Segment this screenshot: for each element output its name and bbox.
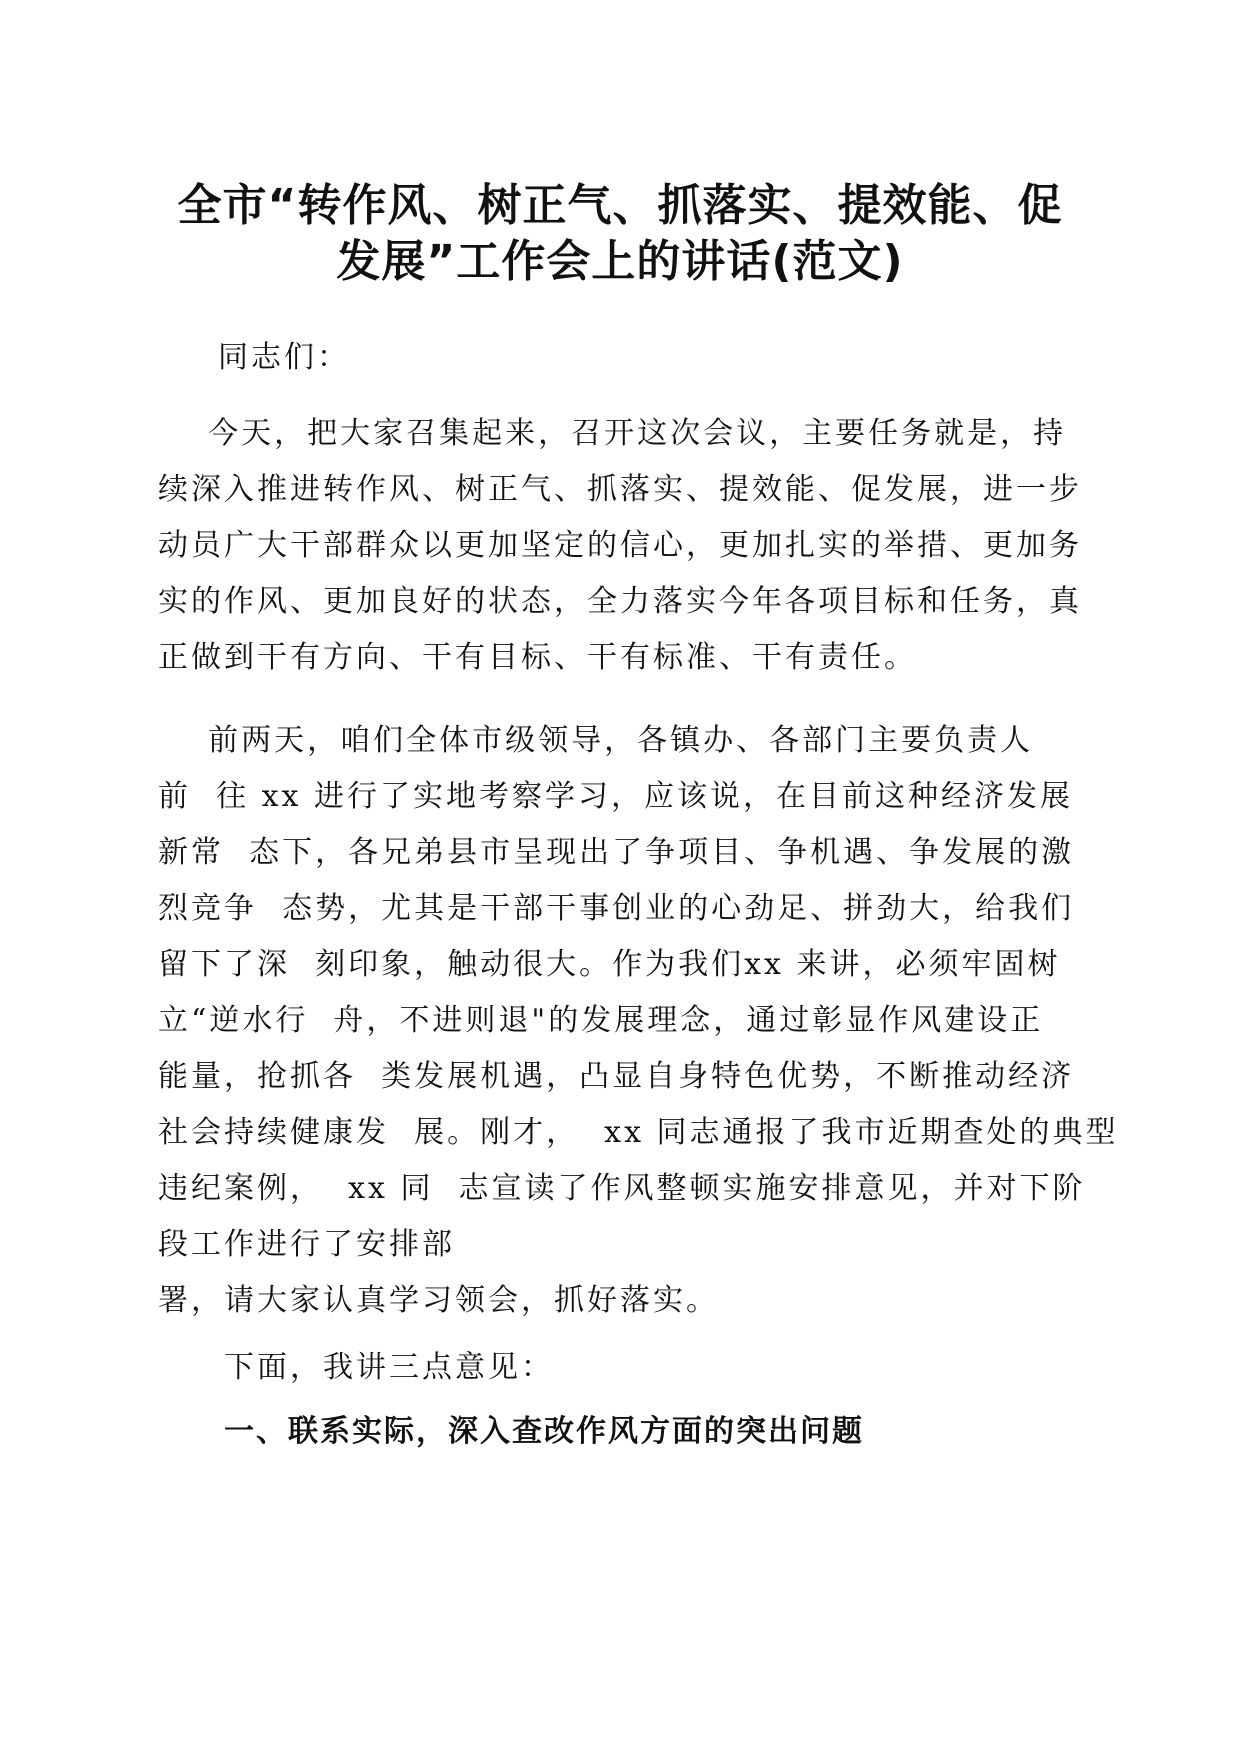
paragraph-line: 新常 态下，各兄弟县市呈现出了争项目、争机遇、争发展的激	[158, 835, 1075, 870]
salutation-text: 同志们：	[218, 340, 350, 375]
title-line-1: 全市“转作风、树正气、抓落实、提效能、促	[177, 180, 1063, 231]
section-heading: 一、联系实际，深入查改作风方面的突出问题	[224, 1414, 864, 1449]
document-title	[140, 178, 1100, 290]
paragraph-line: 署，请大家认真学习领会，抓好落实。	[158, 1283, 719, 1318]
paragraph-line: 段工作进行了安排部	[158, 1227, 455, 1262]
paragraph-line: 今天，把大家召集起来，召开这次会议，主要任务就是，持	[158, 416, 1067, 451]
paragraph-line: 实的作风、更加良好的状态，全力落实今年各项目标和任务，真	[158, 584, 1082, 619]
salutation	[158, 330, 1083, 386]
paragraph-line: 违纪案例， xx 同 志宣读了作风整顿实施安排意见，并对下阶	[158, 1171, 1086, 1206]
paragraph-line: 社会持续健康发 展。刚才， xx 同志通报了我市近期查处的典型	[158, 1115, 1119, 1150]
points-intro	[158, 1340, 1083, 1396]
paragraph-line: 正做到干有方向、干有目标、干有标准、干有责任。	[158, 640, 917, 675]
paragraph-opening	[158, 406, 1083, 686]
paragraph-line: 能量，抢抓各 类发展机遇，凸显自身特色优势，不断推动经济	[158, 1059, 1075, 1094]
paragraph-visit	[158, 713, 1119, 1329]
paragraph-line: 烈竞争 态势，尤其是干部干事创业的心劲足、拼劲大，给我们	[158, 891, 1075, 926]
paragraph-line: 前两天，咱们全体市级领导，各镇办、各部门主要负责人	[158, 723, 1034, 758]
title-line-2: 发展”工作会上的讲话(范文)	[336, 236, 904, 287]
paragraph-line: 动员广大干部群众以更加坚定的信心，更加扎实的举措、更加务	[158, 528, 1082, 563]
paragraph-line: 立“逆水行 舟，不进则退"的发展理念，通过彰显作风建设正	[158, 1003, 1044, 1038]
paragraph-line: 续深入推进转作风、树正气、抓落实、提效能、促发展，进一步	[158, 472, 1082, 507]
paragraph-line: 留下了深 刻印象，触动很大。作为我们xx 来讲，必须牢固树	[158, 947, 1061, 982]
paragraph-line: 前 往 xx 进行了实地考察学习，应该说，在目前这种经济发展	[158, 779, 1073, 814]
points-intro-text: 下面，我讲三点意见：	[224, 1350, 554, 1385]
